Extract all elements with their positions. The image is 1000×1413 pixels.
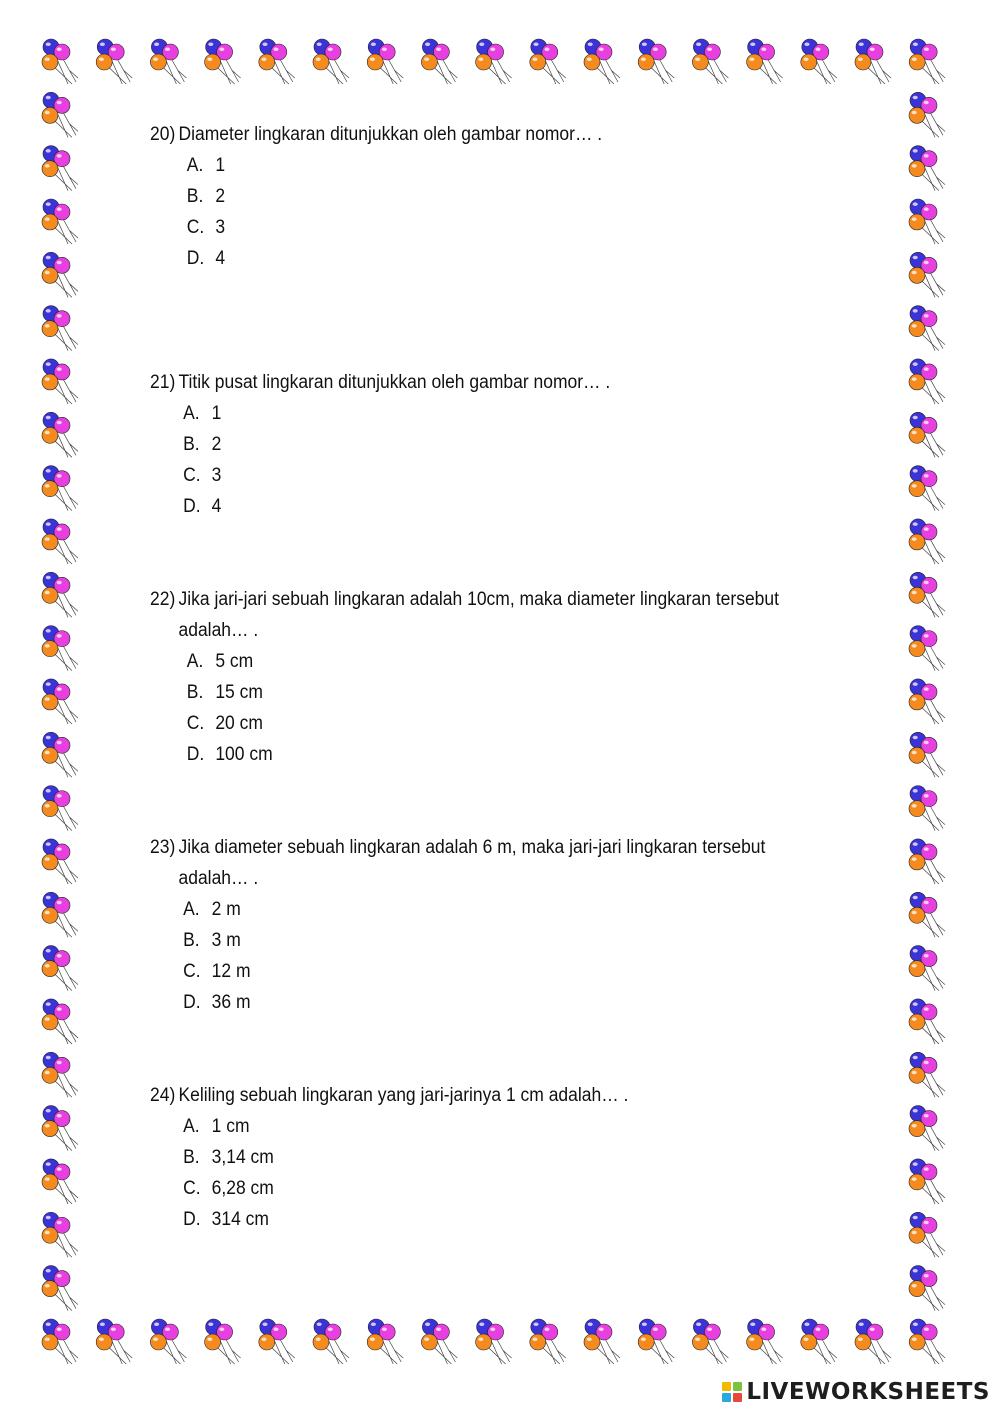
balloon-cluster-icon [42, 626, 78, 671]
balloon-cluster-icon [692, 1319, 728, 1364]
option-text: 6,28 cm [211, 1178, 274, 1199]
balloon-cluster-icon [367, 39, 403, 84]
balloon-cluster-icon [909, 1266, 945, 1311]
option-text: 4 [211, 496, 222, 517]
balloon-cluster-icon [909, 572, 945, 617]
answer-option[interactable] [183, 491, 812, 522]
logo-square [733, 1393, 742, 1402]
answer-option[interactable] [183, 1111, 812, 1142]
liveworksheets-logo-icon [722, 1382, 742, 1402]
balloon-cluster-icon [42, 1212, 78, 1257]
balloon-cluster-icon [42, 679, 78, 724]
answer-option[interactable] [187, 181, 813, 212]
option-text: 2 m [211, 899, 241, 920]
balloon-cluster-icon [530, 39, 566, 84]
option-text: 2 [215, 186, 226, 207]
question-number: 24) [150, 1085, 176, 1106]
option-text: 15 cm [215, 682, 263, 703]
balloon-cluster-icon [909, 1319, 945, 1364]
balloon-cluster-icon [855, 39, 891, 84]
balloon-cluster-icon [909, 732, 945, 777]
balloon-cluster-icon [909, 92, 945, 137]
answer-option[interactable] [187, 243, 813, 274]
balloon-cluster-icon [42, 519, 78, 564]
logo-square [722, 1382, 731, 1391]
logo-square [722, 1393, 731, 1402]
answer-option[interactable] [183, 1142, 812, 1173]
liveworksheets-brand[interactable] [722, 1379, 990, 1405]
balloon-cluster-icon [42, 1266, 78, 1311]
balloon-cluster-icon [909, 252, 945, 297]
question-number: 21) [150, 372, 176, 393]
question-text: Diameter lingkaran ditunjukkan oleh gambar nomor… . [178, 124, 603, 145]
question-21 [150, 367, 812, 522]
answer-option[interactable] [183, 460, 812, 491]
option-text: 3 m [211, 930, 241, 951]
answer-option[interactable] [183, 429, 812, 460]
balloon-cluster-icon [205, 39, 241, 84]
answer-option[interactable] [183, 925, 812, 956]
question-24 [150, 1080, 812, 1235]
option-text: 36 m [211, 992, 251, 1013]
question-22 [150, 584, 812, 770]
answer-option[interactable] [187, 646, 813, 677]
answer-option[interactable] [183, 1204, 812, 1235]
balloon-cluster-icon [42, 572, 78, 617]
option-letter: C. [183, 465, 201, 486]
balloon-cluster-icon [150, 39, 186, 84]
question-23 [150, 832, 812, 1018]
balloon-cluster-icon [909, 1159, 945, 1204]
answer-option[interactable] [187, 212, 813, 243]
option-letter: B. [186, 186, 204, 207]
balloon-cluster-icon [42, 732, 78, 777]
answer-option[interactable] [183, 987, 812, 1018]
balloon-cluster-icon [909, 466, 945, 511]
balloon-cluster-icon [42, 839, 78, 884]
balloon-cluster-icon [909, 1052, 945, 1097]
brand-name: LIVEWORKSHEETS [746, 1379, 990, 1405]
balloon-cluster-icon [42, 466, 78, 511]
balloon-cluster-icon [909, 306, 945, 351]
question-text: Jika diameter sebuah lingkaran adalah 6 m, maka jari-jari lingkaran tersebut adalah… . [178, 837, 766, 889]
answer-option[interactable] [187, 708, 813, 739]
balloon-cluster-icon [313, 39, 349, 84]
balloon-cluster-icon [909, 786, 945, 831]
option-letter: A. [183, 403, 200, 424]
option-letter: A. [186, 651, 204, 672]
question-number: 23) [150, 837, 176, 858]
option-letter: D. [186, 248, 205, 269]
option-text: 20 cm [215, 713, 263, 734]
balloon-cluster-icon [909, 946, 945, 991]
balloon-cluster-icon [476, 1319, 512, 1364]
balloon-cluster-icon [476, 39, 512, 84]
question-number: 20) [150, 124, 176, 145]
balloon-cluster-icon [909, 999, 945, 1044]
option-text: 2 [211, 434, 222, 455]
balloon-cluster-icon [259, 39, 295, 84]
option-letter: D. [186, 744, 205, 765]
balloon-cluster-icon [909, 359, 945, 404]
answer-option[interactable] [187, 150, 813, 181]
balloon-cluster-icon [42, 786, 78, 831]
option-letter: C. [183, 961, 201, 982]
question-text: Keliling sebuah lingkaran yang jari-jarinya 1 cm adalah… . [178, 1085, 629, 1106]
balloon-cluster-icon [96, 1319, 132, 1364]
balloon-cluster-icon [42, 1159, 78, 1204]
balloon-cluster-icon [909, 199, 945, 244]
balloon-cluster-icon [42, 1052, 78, 1097]
balloon-cluster-icon [909, 679, 945, 724]
question-20 [150, 119, 812, 274]
answer-option[interactable] [183, 956, 812, 987]
balloon-cluster-icon [747, 39, 783, 84]
balloon-cluster-icon [909, 146, 945, 191]
balloon-cluster-icon [367, 1319, 403, 1364]
balloon-cluster-icon [42, 1319, 78, 1364]
balloon-cluster-icon [42, 252, 78, 297]
balloon-cluster-icon [638, 1319, 674, 1364]
answer-option[interactable] [183, 894, 812, 925]
option-letter: D. [183, 992, 201, 1013]
option-text: 4 [215, 248, 226, 269]
balloon-cluster-icon [42, 39, 78, 84]
balloon-cluster-icon [96, 39, 132, 84]
option-text: 1 [215, 155, 226, 176]
balloon-cluster-icon [909, 839, 945, 884]
balloon-cluster-icon [42, 412, 78, 457]
option-letter: B. [183, 434, 200, 455]
balloon-cluster-icon [692, 39, 728, 84]
option-text: 100 cm [215, 744, 273, 765]
question-number: 22) [150, 589, 176, 610]
balloon-cluster-icon [909, 1212, 945, 1257]
balloon-cluster-icon [747, 1319, 783, 1364]
answer-option[interactable] [187, 677, 813, 708]
answer-option[interactable] [183, 1173, 812, 1204]
option-text: 12 m [211, 961, 251, 982]
option-letter: B. [183, 930, 200, 951]
option-letter: B. [186, 682, 204, 703]
option-text: 3 [211, 465, 222, 486]
option-letter: A. [183, 899, 200, 920]
balloon-cluster-icon [584, 1319, 620, 1364]
balloon-cluster-icon [42, 892, 78, 937]
option-letter: C. [186, 713, 205, 734]
balloon-cluster-icon [205, 1319, 241, 1364]
balloon-cluster-icon [638, 39, 674, 84]
option-text: 3 [215, 217, 226, 238]
balloon-cluster-icon [42, 999, 78, 1044]
option-text: 5 cm [215, 651, 254, 672]
option-letter: C. [186, 217, 205, 238]
option-letter: D. [183, 496, 201, 517]
balloon-cluster-icon [855, 1319, 891, 1364]
balloon-cluster-icon [801, 1319, 837, 1364]
option-letter: C. [183, 1178, 201, 1199]
option-letter: A. [186, 155, 204, 176]
option-text: 3,14 cm [211, 1147, 274, 1168]
balloon-cluster-icon [530, 1319, 566, 1364]
option-text: 1 cm [211, 1116, 250, 1137]
balloon-cluster-icon [150, 1319, 186, 1364]
option-letter: D. [183, 1209, 201, 1230]
balloon-cluster-icon [909, 626, 945, 671]
question-text: Jika jari-jari sebuah lingkaran adalah 10cm, maka diameter lingkaran tersebut adalah… . [178, 589, 779, 641]
balloon-cluster-icon [909, 39, 945, 84]
option-text: 314 cm [211, 1209, 269, 1230]
logo-square [733, 1382, 742, 1391]
balloon-cluster-icon [421, 1319, 457, 1364]
balloon-cluster-icon [42, 1106, 78, 1151]
balloon-cluster-icon [801, 39, 837, 84]
balloon-cluster-icon [421, 39, 457, 84]
answer-option[interactable] [183, 398, 812, 429]
balloon-cluster-icon [909, 412, 945, 457]
balloon-cluster-icon [42, 146, 78, 191]
balloon-cluster-icon [42, 199, 78, 244]
option-letter: A. [183, 1116, 200, 1137]
balloon-cluster-icon [909, 519, 945, 564]
balloon-cluster-icon [259, 1319, 295, 1364]
option-letter: B. [183, 1147, 200, 1168]
balloon-cluster-icon [909, 1106, 945, 1151]
answer-option[interactable] [187, 739, 813, 770]
balloon-cluster-icon [909, 892, 945, 937]
balloon-cluster-icon [313, 1319, 349, 1364]
balloon-cluster-icon [42, 92, 78, 137]
option-text: 1 [211, 403, 222, 424]
balloon-cluster-icon [42, 946, 78, 991]
balloon-cluster-icon [42, 306, 78, 351]
question-text: Titik pusat lingkaran ditunjukkan oleh gambar nomor… . [178, 372, 611, 393]
balloon-cluster-icon [584, 39, 620, 84]
balloon-cluster-icon [42, 359, 78, 404]
